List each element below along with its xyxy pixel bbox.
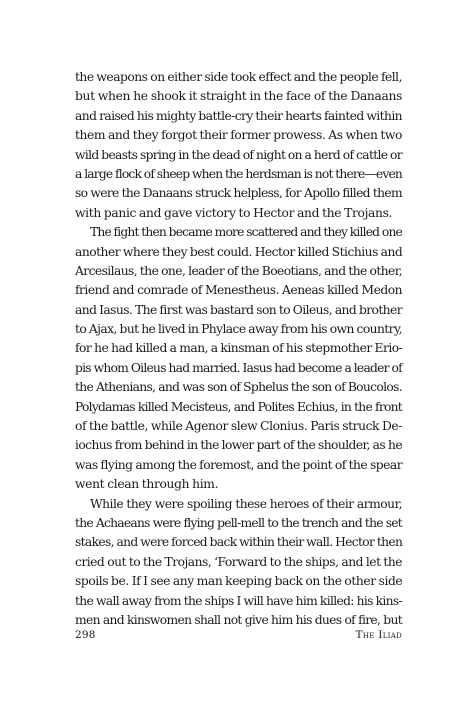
text-line: the weapons on either side took effect and the people fell,	[75, 70, 402, 84]
paragraph-3	[75, 495, 402, 631]
text-line: Polydamas killed Mecisteus, and Polites Echius, in the front	[75, 399, 402, 414]
text-line: the wall away from the ships I will have him killed: his kins-	[75, 593, 402, 608]
text-line: the Achaeans were flying pell-mell to the trench and the set	[75, 515, 402, 530]
paragraph-2	[75, 223, 402, 494]
page-number: 298	[75, 629, 96, 641]
paragraph-1	[75, 68, 402, 223]
text-line: stakes, and were forced back within their wall. Hector then	[75, 535, 403, 550]
text-line: to Ajax, but he lived in Phylace away from his own country,	[75, 322, 402, 337]
text-line: iochus from behind in the lower part of the shoulder, as he	[75, 438, 402, 453]
text-line: for he had killed a man, a kinsman of his stepmother Erio-	[75, 341, 403, 356]
text-line: so were the Danaans struck helpless, for Apollo filled them	[75, 186, 402, 201]
text-line: went clean through him.	[75, 477, 219, 492]
text-line: another where they best could. Hector killed Stichius and	[75, 244, 403, 259]
text-line: of the battle, while Agenor slew Clonius. Paris struck De-	[75, 419, 402, 434]
page-footer	[75, 629, 402, 645]
text-line: and Iasus. The first was bastard son to Oileus, and brother	[75, 302, 402, 317]
text-line: the Athenians, and was son of Sphelus the son of Boucolos.	[75, 380, 402, 395]
text-line: men and kinswomen shall not give him his dues of fire, but	[75, 612, 402, 627]
text-line: friend and comrade of Menestheus. Aeneas killed Medon	[75, 283, 402, 298]
text-line: a large flock of sheep when the herdsman is not there—even	[75, 166, 402, 181]
text-line: was flying among the foremost, and the point of the spear	[75, 457, 403, 472]
text-line: cried out to the Trojans, ‘Forward to the ships, and let the	[75, 554, 402, 569]
text-line: While they were spoiling these heroes of their armour,	[90, 496, 402, 511]
running-head: The Iliad	[355, 629, 402, 641]
text-line: spoils be. If I see any man keeping back on the other side	[75, 574, 403, 589]
text-line: Arcesilaus, the one, leader of the Boeotians, and the other,	[75, 263, 402, 278]
text-line: with panic and gave victory to Hector and the Trojans.	[75, 205, 393, 220]
text-line: pis whom Oileus had married. Iasus had become a leader of	[75, 360, 402, 375]
text-line: wild beasts spring in the dead of night on a herd of cattle or	[75, 147, 402, 162]
text-line: and raised his mighty battle-cry their hearts fainted within	[75, 108, 403, 123]
text-line: but when he shook it straight in the face of the Danaans	[75, 89, 402, 104]
body-text	[75, 68, 402, 630]
text-line: them and they forgot their former prowess. As when two	[75, 128, 402, 143]
text-line: The fight then became more scattered and they killed one	[90, 225, 402, 240]
